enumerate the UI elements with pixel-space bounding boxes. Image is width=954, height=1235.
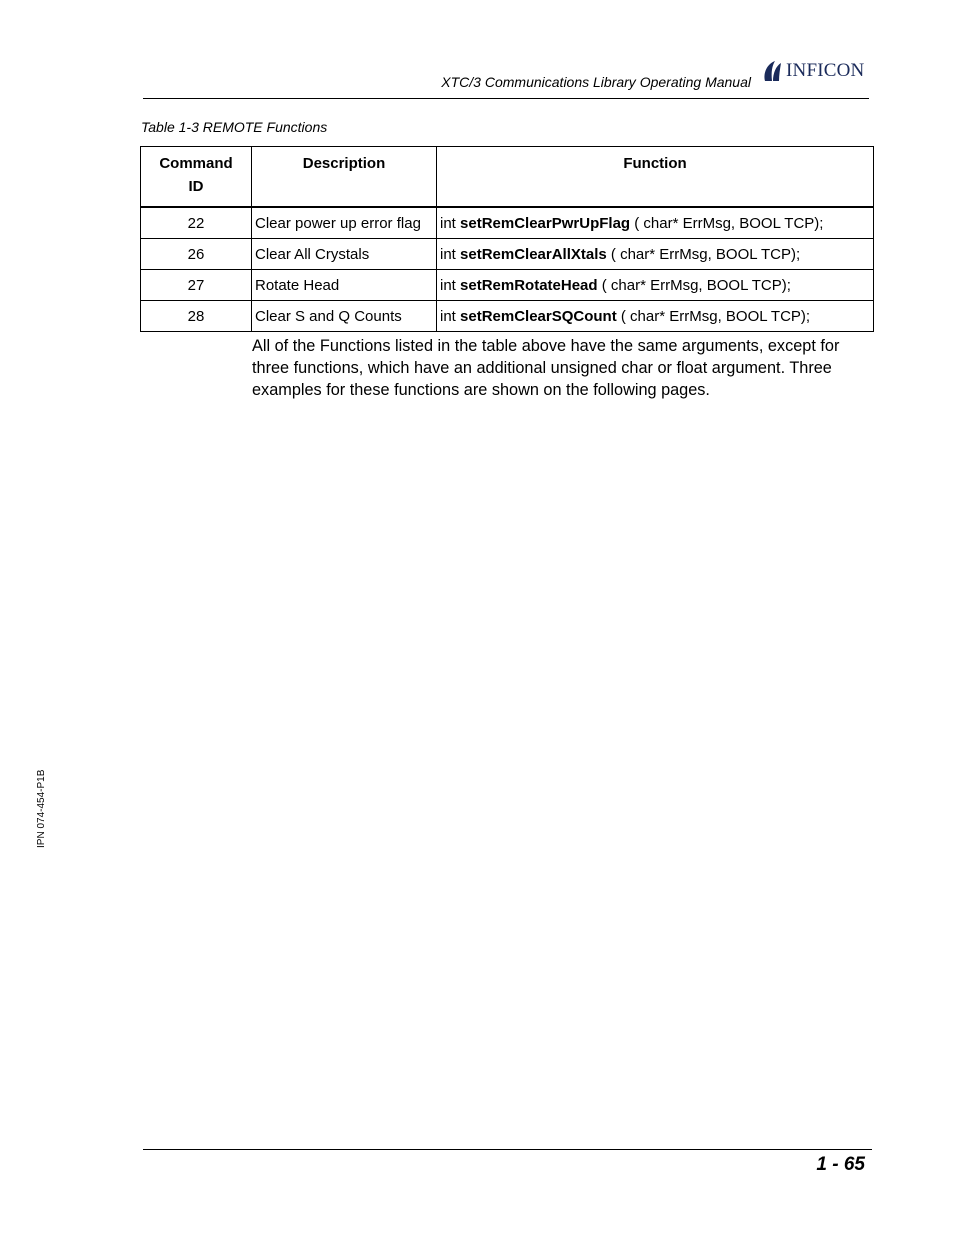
command-id-cell: 22 [141,207,252,239]
function-cell [437,207,874,239]
function-cell [437,239,874,270]
table-header-row [141,147,874,208]
table-row [141,207,874,239]
document-part-number: IPN 074-454-P1B [36,769,47,848]
table-row [141,270,874,301]
table-caption: Table 1-3 REMOTE Functions [141,119,328,135]
function-name: setRemClearSQCount [460,307,617,325]
header-rule [143,98,869,99]
inficon-logo [761,58,864,84]
function-name: setRemClearAllXtals [460,245,607,263]
description-cell: Clear S and Q Counts [252,301,437,332]
header-function: Function [437,147,874,208]
function-cell [437,270,874,301]
header-command-id [141,147,252,208]
page-number: 1 - 65 [816,1154,865,1175]
logo-text: INFICON [786,60,865,81]
function-args: ( char* ErrMsg, BOOL TCP); [630,214,824,232]
function-args: ( char* ErrMsg, BOOL TCP); [606,245,801,263]
return-type: int [440,214,461,232]
inficon-logo-icon [761,59,783,83]
footer-rule [143,1149,872,1150]
table-row [141,239,874,270]
command-id-cell: 26 [141,239,252,270]
function-name: setRemRotateHead [460,276,598,294]
command-id-cell: 27 [141,270,252,301]
remote-functions-table [140,146,874,332]
manual-title: XTC/3 Communications Library Operating Manual [441,74,751,90]
function-args: ( char* ErrMsg, BOOL TCP); [597,276,791,294]
function-cell [437,301,874,332]
command-id-cell: 28 [141,301,252,332]
body-paragraph: All of the Functions listed in the table above have the same arguments, except for three functions, which have an additional unsigned char or float argument. Three examples for these functions are shown on the following pages. [252,337,840,399]
return-type: int [440,245,461,263]
description-cell: Rotate Head [252,270,437,301]
function-name: setRemClearPwrUpFlag [460,214,631,232]
description-cell: Clear All Crystals [252,239,437,270]
table-row [141,301,874,332]
header-description: Description [252,147,437,208]
return-type: int [440,276,461,294]
header-command-id-label: Command ID [159,155,233,195]
return-type: int [440,307,461,325]
function-args: ( char* ErrMsg, BOOL TCP); [616,307,811,325]
description-cell: Clear power up error flag [252,207,437,239]
